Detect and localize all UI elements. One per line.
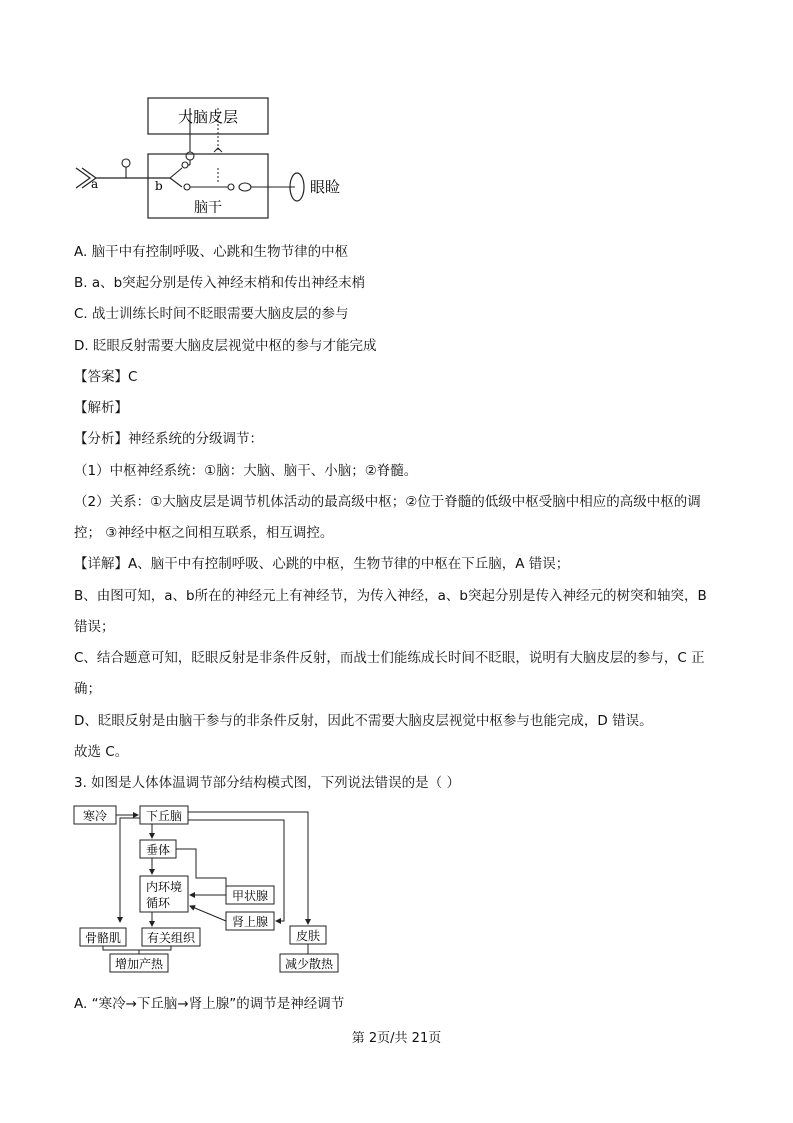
- page-footer: 第 2页/共 21页: [351, 1031, 442, 1046]
- reflex-diagram: [70, 92, 370, 222]
- svg-text:骨骼肌: 骨骼肌: [84, 931, 122, 945]
- option-a: A. 脑干中有控制呼吸、心跳和生物节律的中枢: [74, 244, 349, 260]
- receptor-chevron: [76, 168, 90, 188]
- thermoregulation-diagram: [70, 798, 350, 978]
- svg-text:循环: 循环: [145, 896, 171, 910]
- brainstem-label: 脑干: [194, 200, 222, 216]
- eyelid-label: 眼睑: [310, 178, 341, 196]
- detail-b-1: B、由图可知，a、b所在的神经元上有神经节，为传入神经，a、b突起分别是传入神经元的树突和轴突，B: [74, 588, 707, 604]
- analysis-point-2a: （2）关系：①大脑皮层是调节机体活动的最高级中枢；②位于脊髓的低级中枢受脑中相应的高级中枢的调: [74, 494, 701, 510]
- answer: 【答案】C: [74, 369, 138, 385]
- question-3-option-a: A. “寒冷→下丘脑→肾上腺”的调节是神经调节: [74, 996, 345, 1012]
- svg-text:下丘脑: 下丘脑: [145, 809, 183, 823]
- detail-c-2: 确；: [74, 681, 101, 697]
- analysis-point-1: （1）中枢神经系统：①脑：大脑、脑干、小脑；②脊髓。: [74, 463, 418, 479]
- option-c: C. 战士训练长时间不眨眼需要大脑皮层的参与: [74, 306, 349, 322]
- question-3-stem: 3. 如图是人体体温调节部分结构模式图，下列说法错误的是（ ）: [74, 775, 460, 791]
- option-d: D. 眨眼反射需要大脑皮层视觉中枢的参与才能完成: [74, 338, 377, 354]
- detail-b-2: 错误；: [74, 619, 115, 635]
- svg-text:寒冷: 寒冷: [82, 809, 108, 823]
- svg-text:减少散热: 减少散热: [284, 957, 334, 971]
- svg-text:皮肤: 皮肤: [295, 929, 321, 943]
- detail-a: 【详解】A、脑干中有控制呼吸、心跳的中枢，生物节律的中枢在下丘脑，A 错误；: [74, 556, 570, 572]
- analysis-point-2b: 控； ③神经中枢之间相互联系，相互调控。: [74, 525, 334, 541]
- detail-d: D、眨眼反射是由脑干参与的非条件反射，因此不需要大脑皮层视觉中枢参与也能完成，D 错误。: [74, 713, 653, 729]
- option-b: B. a、b突起分别是传入神经末梢和传出神经末梢: [74, 275, 366, 291]
- svg-text:内环境: 内环境: [145, 880, 183, 894]
- svg-text:肾上腺: 肾上腺: [231, 915, 269, 929]
- cortex-label: 大脑皮层: [177, 108, 239, 126]
- analysis-heading: 【分析】神经系统的分级调节：: [74, 431, 263, 447]
- svg-text:甲状腺: 甲状腺: [231, 889, 269, 903]
- conclusion: 故选 C。: [74, 744, 129, 760]
- svg-text:增加产热: 增加产热: [114, 957, 164, 971]
- detail-c-1: C、结合题意可知，眨眼反射是非条件反射，而战士们能练成长时间不眨眼，说明有大脑皮层的参与，C 正: [74, 650, 705, 666]
- svg-text:有关组织: 有关组织: [146, 931, 196, 945]
- svg-text:垂体: 垂体: [145, 843, 171, 857]
- ganglion: [122, 159, 130, 167]
- label-b: b: [155, 179, 163, 193]
- label-a: a: [91, 177, 99, 191]
- analysis-title: 【解析】: [74, 400, 128, 416]
